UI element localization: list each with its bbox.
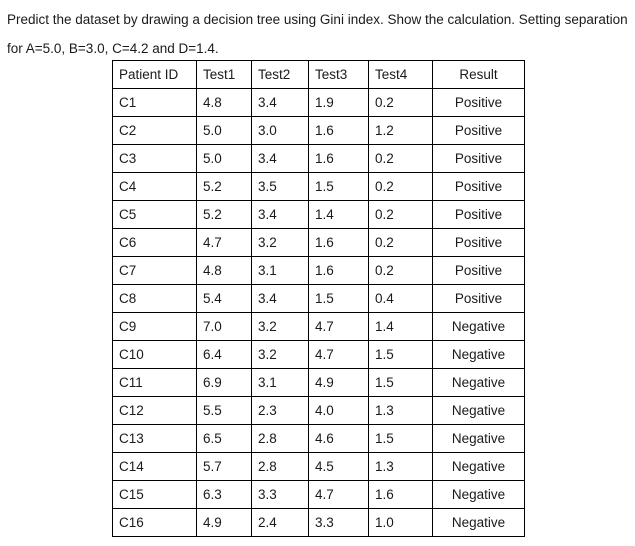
cell-test1: 4.8 [197,257,252,285]
question-text: Predict the dataset by drawing a decision tree using Gini index. Show the calculation. Setting separation for A=5.0, B=3.0, C=4.2 and D=1.4. [7,12,628,56]
cell-test1: 4.9 [197,509,252,537]
cell-result: Negative [433,313,525,341]
cell-test1: 5.2 [197,201,252,229]
cell-test3: 1.5 [309,285,369,313]
cell-test3: 1.9 [309,89,369,117]
cell-result: Negative [433,425,525,453]
cell-patient-id: C13 [113,425,197,453]
cell-patient-id: C4 [113,173,197,201]
cell-test3: 1.6 [309,117,369,145]
table-row [113,481,525,509]
cell-test2: 3.4 [252,145,309,173]
cell-result: Positive [433,257,525,285]
cell-test1: 5.5 [197,397,252,425]
cell-test2: 2.8 [252,453,309,481]
cell-test4: 0.2 [369,229,433,257]
header-test1: Test1 [197,61,252,89]
header-result: Result [433,61,525,89]
cell-test2: 3.4 [252,89,309,117]
cell-test4: 1.6 [369,481,433,509]
cell-test1: 6.5 [197,425,252,453]
patient-data-table [112,60,525,537]
cell-test1: 5.2 [197,173,252,201]
table-row [113,453,525,481]
cell-test2: 3.2 [252,229,309,257]
table-row [113,117,525,145]
cell-patient-id: C14 [113,453,197,481]
cell-patient-id: C10 [113,341,197,369]
cell-test2: 3.2 [252,341,309,369]
cell-patient-id: C15 [113,481,197,509]
cell-test2: 3.0 [252,117,309,145]
cell-result: Negative [433,369,525,397]
table-row [113,229,525,257]
cell-test1: 6.9 [197,369,252,397]
table-row [113,201,525,229]
cell-test1: 5.4 [197,285,252,313]
cell-test3: 4.7 [309,341,369,369]
cell-patient-id: C6 [113,229,197,257]
cell-result: Positive [433,201,525,229]
table-row [113,145,525,173]
cell-test4: 0.4 [369,285,433,313]
cell-test2: 3.3 [252,481,309,509]
cell-test4: 1.2 [369,117,433,145]
cell-patient-id: C16 [113,509,197,537]
cell-test2: 3.2 [252,313,309,341]
cell-result: Negative [433,481,525,509]
cell-test3: 4.7 [309,481,369,509]
table-row [113,257,525,285]
cell-patient-id: C7 [113,257,197,285]
cell-test2: 3.1 [252,369,309,397]
cell-patient-id: C11 [113,369,197,397]
table-body [113,89,525,537]
cell-patient-id: C2 [113,117,197,145]
cell-test4: 1.5 [369,341,433,369]
cell-result: Negative [433,453,525,481]
header-test3: Test3 [309,61,369,89]
cell-test2: 2.3 [252,397,309,425]
cell-test4: 1.3 [369,397,433,425]
cell-test1: 4.8 [197,89,252,117]
cell-test3: 4.9 [309,369,369,397]
cell-test1: 6.3 [197,481,252,509]
header-test4: Test4 [369,61,433,89]
table-row [113,369,525,397]
cell-patient-id: C12 [113,397,197,425]
cell-result: Positive [433,117,525,145]
cell-test1: 7.0 [197,313,252,341]
cell-test2: 2.8 [252,425,309,453]
cell-result: Negative [433,509,525,537]
table-row [113,285,525,313]
cell-test4: 0.2 [369,173,433,201]
cell-test3: 4.7 [309,313,369,341]
cell-test3: 1.6 [309,257,369,285]
cell-test3: 1.4 [309,201,369,229]
cell-test3: 4.0 [309,397,369,425]
cell-test3: 3.3 [309,509,369,537]
cell-patient-id: C5 [113,201,197,229]
cell-test1: 6.4 [197,341,252,369]
cell-test4: 0.2 [369,257,433,285]
table-row [113,509,525,537]
table-row [113,397,525,425]
cell-result: Negative [433,397,525,425]
cell-patient-id: C3 [113,145,197,173]
cell-test3: 4.6 [309,425,369,453]
cell-result: Positive [433,89,525,117]
cell-test1: 5.0 [197,145,252,173]
cell-test4: 1.0 [369,509,433,537]
cell-test3: 1.6 [309,229,369,257]
cell-test3: 4.5 [309,453,369,481]
cell-patient-id: C1 [113,89,197,117]
cell-test2: 3.4 [252,285,309,313]
cell-patient-id: C9 [113,313,197,341]
cell-result: Positive [433,229,525,257]
cell-patient-id: C8 [113,285,197,313]
cell-test3: 1.6 [309,145,369,173]
cell-test2: 3.4 [252,201,309,229]
cell-test2: 2.4 [252,509,309,537]
cell-test4: 0.2 [369,89,433,117]
header-patient-id: Patient ID [113,61,197,89]
table-row [113,173,525,201]
table-row [113,425,525,453]
header-test2: Test2 [252,61,309,89]
cell-test2: 3.5 [252,173,309,201]
cell-test4: 1.5 [369,425,433,453]
cell-test1: 4.7 [197,229,252,257]
cell-test3: 1.5 [309,173,369,201]
cell-test4: 0.2 [369,201,433,229]
table-row [113,89,525,117]
cell-test1: 5.7 [197,453,252,481]
cell-result: Positive [433,285,525,313]
cell-test1: 5.0 [197,117,252,145]
table-header-row [113,61,525,89]
cell-test4: 1.3 [369,453,433,481]
cell-test4: 1.4 [369,313,433,341]
cell-result: Negative [433,341,525,369]
cell-result: Positive [433,173,525,201]
cell-result: Positive [433,145,525,173]
cell-test2: 3.1 [252,257,309,285]
table-row [113,313,525,341]
cell-test4: 0.2 [369,145,433,173]
table-row [113,341,525,369]
cell-test4: 1.5 [369,369,433,397]
